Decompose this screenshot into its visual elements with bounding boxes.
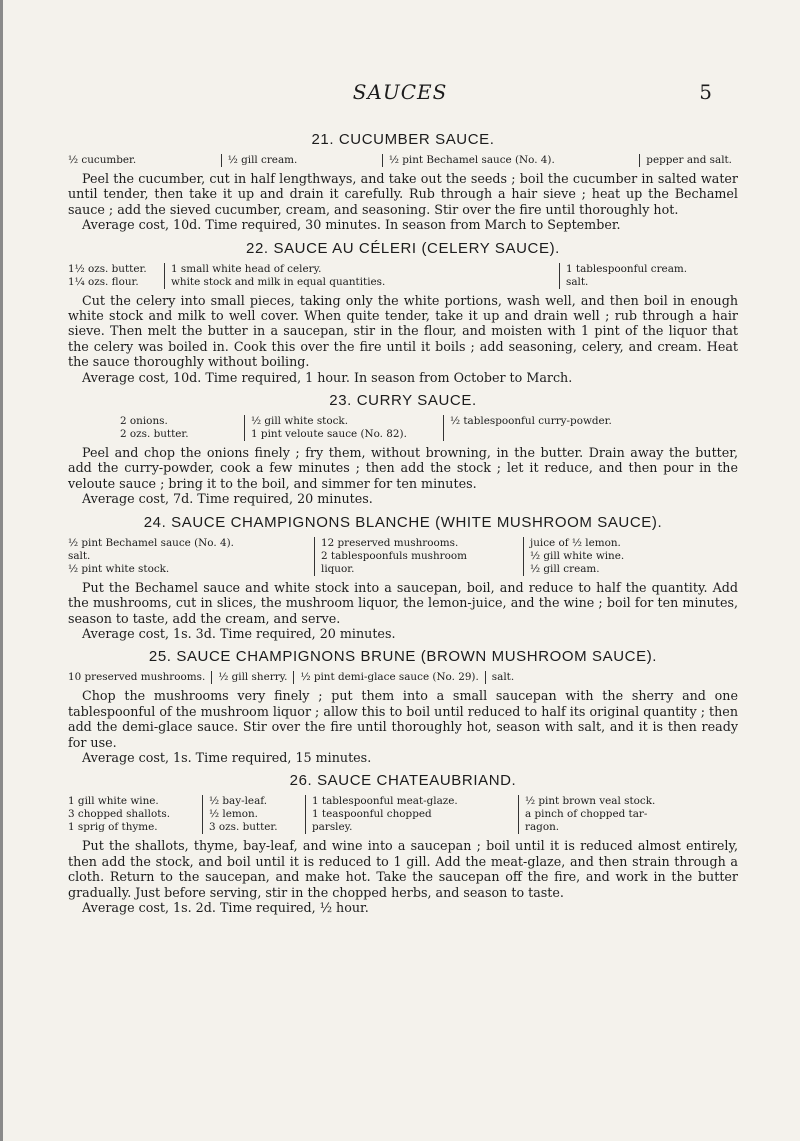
recipe-method: Chop the mushrooms very finely ; put them into a small saucepan with the sherry and one tablespoonful of the mushroom liquor ; allow this to boil until reduced to half its original quantity ; then add the demi-glace sauce. Stir over the fire until thoroughly hot, season with salt, and it is then ready for use. [68, 688, 738, 750]
ingredient: 1 teaspoonful chopped [312, 808, 432, 821]
ingredient-column [211, 671, 293, 684]
ingredient-list [68, 537, 738, 576]
ingredient: 3 ozs. butter. [209, 821, 278, 834]
ingredient: ½ gill white stock. [251, 415, 349, 428]
ingredient: 2 tablespoonfuls mushroom [321, 549, 467, 562]
recipe-title: 21. CUCUMBER SAUCE. [311, 131, 495, 148]
ingredient-column [68, 537, 314, 576]
ingredient: ½ cucumber. [68, 154, 137, 166]
ingredient-column [68, 263, 164, 289]
ingredient-column [518, 795, 661, 834]
ingredient-column [382, 154, 561, 167]
ingredient: a pinch of chopped tar- [525, 808, 648, 821]
recipe-cost: Average cost, 7d. Time required, 20 minutes. [82, 491, 373, 507]
ingredient-list [68, 263, 738, 289]
ingredient: 3 chopped shallots. [68, 808, 171, 821]
ingredient: ½ pint Bechamel sauce (No. 4). [68, 536, 234, 549]
ingredient: 1 pint veloute sauce (No. 82). [251, 428, 407, 441]
ingredient: ½ pint brown veal stock. [525, 795, 656, 808]
ingredient: ½ gill cream. [227, 154, 298, 166]
recipe-brown-mushroom-sauce [68, 647, 738, 765]
ingredient-list [68, 154, 738, 167]
recipe-method: Put the shallots, thyme, bay-leaf, and wine into a saucepan ; boil until it is reduced almost entirely, then add the stock, and boil until it is reduced to 1 gill. Add the meat-glaze, and then strain through a cloth. Return to the saucepan, and make hot. Take the saucepan off the fire, and work in the butter gradually. Just before serving, stir in the chopped herbs, and season to taste. [68, 838, 738, 900]
recipe-method: Peel and chop the onions finely ; fry them, without browning, in the butter. Drain away the butter, add the curry-powder, cook a few minutes ; then add the stock ; let it reduce, and then pour in the veloute sauce ; bring it to the boil, and simmer for ten minutes. [68, 445, 738, 491]
ingredient-column [523, 537, 630, 576]
ingredient: 1 tablespoonful cream. [566, 262, 688, 275]
ingredient: ½ tablespoonful curry-powder. [450, 415, 612, 428]
recipe-method: Put the Bechamel sauce and white stock into a saucepan, boil, and reduce to half the quantity. Add the mushrooms, cut in slices, the mushroom liquor, the lemon-juice, and the wine ; boil for ten minutes, season to taste, add the cream, and serve. [68, 579, 738, 626]
ingredient-column [68, 671, 211, 684]
ingredient: juice of ½ lemon. [530, 536, 621, 549]
recipe-title: 25. SAUCE CHAMPIGNONS BRUNE (BROWN MUSHROOM SAUCE). [148, 648, 658, 666]
ingredient-list [68, 795, 738, 834]
page-header [0, 80, 800, 110]
ingredient-column [202, 795, 305, 834]
recipe-title: 24. SAUCE CHAMPIGNONS BLANCHE (WHITE MUSHROOM SAUCE). [143, 513, 663, 531]
ingredient: salt. [68, 549, 91, 562]
ingredient: 2 onions. [120, 415, 168, 428]
recipe-celery-sauce [68, 239, 738, 385]
ingredient-column [559, 263, 693, 289]
ingredient-list [68, 415, 738, 441]
page-number: 5 [699, 80, 712, 104]
recipe-title: 26. SAUCE CHATEAUBRIAND. [289, 772, 517, 790]
ingredient: salt. [491, 671, 515, 684]
recipe-cost: Average cost, 1s. 2d. Time required, ½ hour. [82, 899, 369, 915]
ingredient-column [244, 415, 443, 441]
recipe-cost: Average cost, 1s. 3d. Time required, 20 minutes. [82, 625, 396, 641]
recipe-method: Cut the celery into small pieces, taking only the white portions, wash well, and then boil in enough white stock and milk to well cover. When quite tender, take it up and drain well ; rub through a hair sieve. Then melt the butter in a saucepan, stir in the flour, and moisten with 1 pint of the liquor that the celery was boiled in. Cook this over the fire until it boils ; add seasoning, celery, and cream. Heat the sauce thoroughly without boiling. [68, 292, 738, 370]
ingredient: ½ pint white stock. [68, 562, 170, 575]
ingredient: ½ pint Bechamel sauce (No. 4). [388, 154, 555, 166]
recipe-cost: Average cost, 10d. Time required, 30 minutes. In season from March to September. [82, 217, 621, 233]
ingredient-column [293, 671, 484, 684]
ingredient: pepper and salt. [646, 154, 732, 166]
ingredient-column [443, 415, 618, 441]
ingredient-column [485, 671, 520, 684]
ingredient: ½ gill cream. [530, 562, 600, 575]
page-content [68, 130, 738, 921]
ingredient: 10 preserved mushrooms. [68, 671, 206, 684]
ingredient-column [68, 795, 202, 834]
ingredient: 12 preserved mushrooms. [321, 536, 459, 549]
page-edge [0, 0, 3, 1141]
ingredient: ½ pint demi-glace sauce (No. 29). [300, 671, 479, 684]
ingredient: 1½ ozs. butter. [68, 262, 147, 275]
ingredient-column [164, 263, 559, 289]
ingredient: 1 tablespoonful meat-glaze. [312, 795, 458, 808]
ingredient-column [120, 415, 244, 441]
recipe-cost: Average cost, 10d. Time required, 1 hour. In season from October to March. [82, 369, 573, 385]
ingredient: ½ lemon. [209, 808, 258, 821]
ingredient-list [68, 671, 738, 684]
ingredient: white stock and milk in equal quantities. [171, 275, 386, 288]
recipe-cost: Average cost, 1s. Time required, 15 minutes. [82, 749, 372, 765]
ingredient-column [639, 154, 738, 167]
ingredient: 2 ozs. butter. [120, 428, 189, 441]
ingredient: ½ gill white wine. [530, 549, 625, 562]
ingredient-column [305, 795, 518, 834]
recipe-title: 23. CURRY SAUCE. [329, 392, 477, 410]
recipe-cucumber-sauce [68, 130, 738, 233]
running-title: SAUCES [352, 80, 448, 104]
ingredient: 1 gill white wine. [68, 795, 159, 808]
ingredient-column [314, 537, 523, 576]
ingredient-column [221, 154, 304, 167]
ingredient: ragon. [525, 821, 560, 834]
ingredient: salt. [566, 275, 589, 288]
ingredient-column [68, 154, 142, 167]
recipe-chateaubriand-sauce [68, 771, 738, 915]
recipe-method: Peel the cucumber, cut in half lengthways, and take out the seeds ; boil the cucumber in salted water until tender, then take it up and drain it carefully. Rub through a hair sieve ; heat up the Bechamel sauce ; add the sieved cucumber, cream, and seasoning. Stir over the fire until thoroughly hot. [68, 171, 738, 217]
recipe-white-mushroom-sauce [68, 513, 738, 642]
ingredient: ½ bay-leaf. [209, 795, 268, 808]
ingredient: 1¼ ozs. flour. [68, 275, 139, 288]
recipe-title: 22. SAUCE AU CÉLERI (CELERY SAUCE). [246, 239, 560, 257]
recipe-curry-sauce [68, 391, 738, 507]
ingredient: liquor. [321, 562, 355, 575]
ingredient: 1 small white head of celery. [171, 262, 322, 275]
ingredient: 1 sprig of thyme. [68, 821, 158, 834]
ingredient: parsley. [312, 821, 353, 834]
ingredient: ½ gill sherry. [218, 671, 288, 684]
